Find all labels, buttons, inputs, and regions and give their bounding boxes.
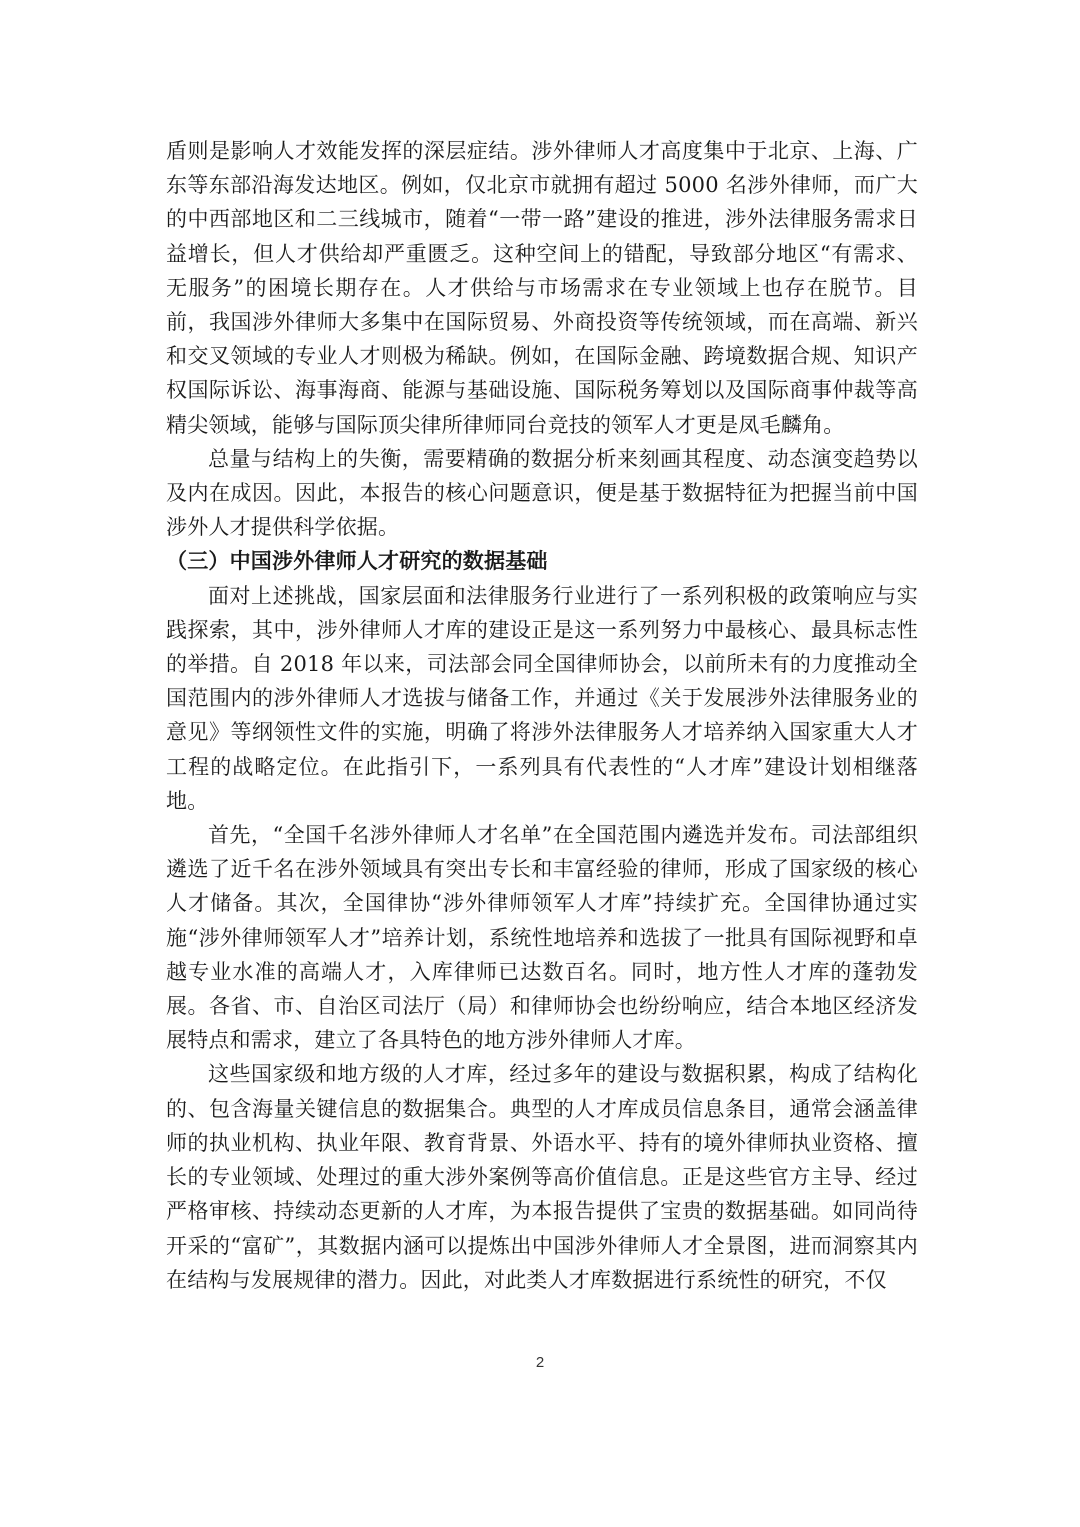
paragraph-policy: 面对上述挑战，国家层面和法律服务行业进行了一系列积极的政策响应与实践探索，其中，涉外律师人才库的建设正是这一系列努力中最核心、最具标志性的举措。自 2018 年以来，司法部会同全国律师协会，以前所未有的力度推动全国范围内的涉外律师人才选拔与储备工作，并通过《关于发展涉外法律服务业的意见》等纲领性文件的实施，明确了将涉外法律服务人才培养纳入国家重大人才工程的战略定位。在此指引下，一系列具有代表性的“人才库”建设计划相继落地。	[166, 583, 918, 813]
page-number: 2	[535, 1354, 545, 1371]
paragraph-data-foundation: 这些国家级和地方级的人才库，经过多年的建设与数据积累，构成了结构化的、包含海量关键信息的数据集合。典型的人才库成员信息条目，通常会涵盖律师的执业机构、执业年限、教育背景、外语水平、持有的境外律师执业资格、擅长的专业领域、处理过的重大涉外案例等高价值信息。正是这些官方主导、经过严格审核、持续动态更新的人才库，为本报告提供了宝贵的数据基础。如同尚待开采的“富矿”，其数据内涵可以提炼出中国涉外律师人才全景图，进而洞察其内在结构与发展规律的潜力。因此，对此类人才库数据进行系统性的研究，不仅	[166, 1062, 918, 1292]
section-heading: （三）中国涉外律师人才研究的数据基础	[166, 548, 548, 574]
body-text	[166, 134, 918, 1297]
paragraph-continuation: 盾则是影响人才效能发挥的深层症结。涉外律师人才高度集中于北京、上海、广东等东部沿海发达地区。例如，仅北京市就拥有超过 5000 名涉外律师，而广大的中西部地区和二三线城市，随着“一带一路”建设的推进，涉外法律服务需求日益增长，但人才供给却严重匮乏。这种空间上的错配，导致部分地区“有需求、无服务”的困境长期存在。人才供给与市场需求在专业领域上也存在脱节。目前，我国涉外律师大多集中在国际贸易、外商投资等传统领域，而在高端、新兴和交叉领域的专业人才则极为稀缺。例如，在国际金融、跨境数据合规、知识产权国际诉讼、海事海商、能源与基础设施、国际税务筹划以及国际商事仲裁等高精尖领域，能够与国际顶尖律所律师同台竞技的领军人才更是凤毛麟角。	[166, 139, 918, 437]
paragraph-summary: 总量与结构上的失衡，需要精确的数据分析来刻画其程度、动态演变趋势以及内在成因。因此，本报告的核心问题意识，便是基于数据特征为把握当前中国涉外人才提供科学依据。	[166, 446, 918, 540]
paragraph-talent-pools: 首先，“全国千名涉外律师人才名单”在全国范围内遴选并发布。司法部组织遴选了近千名在涉外领域具有突出专长和丰富经验的律师，形成了国家级的核心人才储备。其次，全国律协“涉外律师领军人才库”持续扩充。全国律协通过实施“涉外律师领军人才”培养计划，系统性地培养和选拔了一批具有国际视野和卓越专业水准的高端人才，入库律师已达数百名。同时，地方性人才库的蓬勃发展。各省、市、自治区司法厅（局）和律师协会也纷纷响应，结合本地区经济发展特点和需求，建立了各具特色的地方涉外律师人才库。	[166, 823, 918, 1053]
